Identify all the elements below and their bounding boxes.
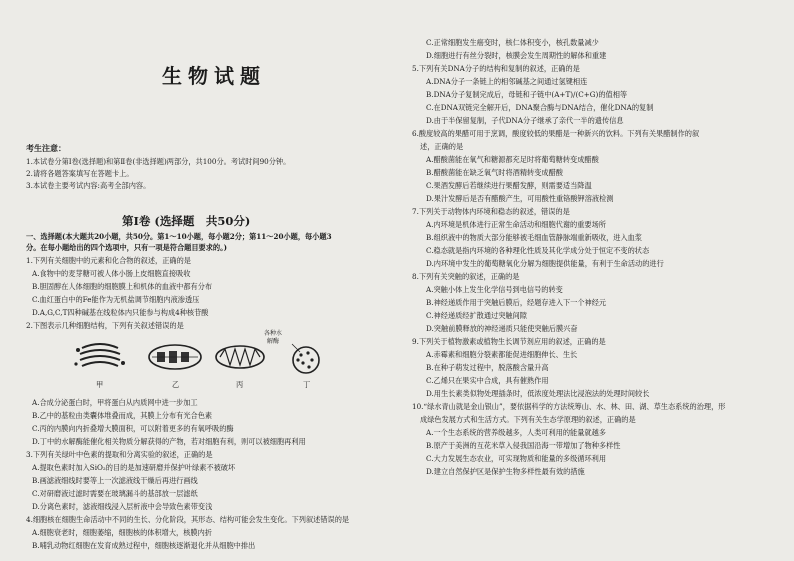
question-line: 3.下列有关绿叶中色素的提取和分离实验的叙述，正确的是: [26, 450, 213, 459]
question-line: 10.“绿水青山就是金山银山”，要依据科学的方法统筹山、水、林、田、湖、草生态系统的治理，形: [412, 402, 726, 411]
page-title: 生物试题: [162, 64, 266, 88]
option-line: A.突触小体上发生化学信号到电信号的转变: [426, 285, 563, 294]
question-line: 述，正确的是: [420, 142, 464, 151]
option-line: D.建立自然保护区是保护生物多样性最有效的措施: [426, 467, 585, 476]
option-line: B.醋酸菌能在缺乏氧气时将酒精转变成醋酸: [426, 168, 563, 177]
mitochondrion-drawing: [216, 346, 264, 368]
option-line: D.内环境中发生的葡萄糖氧化分解为细胞提供能量，有利于生命活动的进行: [426, 259, 664, 268]
figure-label-bing: 丙: [236, 380, 244, 389]
option-line: C.大力发展生态农业，可实现物质和能量的多级循环利用: [426, 454, 607, 463]
option-line: B.原产于美洲的互花米草入侵我国沿海一带增加了物种多样性: [426, 441, 621, 450]
option-line: C.血红蛋白中的Fe能作为无机盐调节细胞内液渗透压: [32, 295, 200, 304]
option-line: A.醋酸菌能在氧气和糖源都充足时将葡萄糖转变成醋酸: [426, 155, 599, 164]
figure-caption: 各种水: [264, 330, 283, 337]
figure-label-jia: 甲: [96, 380, 104, 389]
option-line: D.用生长素类似物处理插条时，低浓度处理法比浸泡法的处理时间较长: [426, 389, 650, 398]
question-line: 6.酸度较高的果醋可用于烹调，酸度较低的果醋是一种新兴的饮料。下列有关果醋制作的叙: [412, 129, 700, 138]
option-line: B.画滤液细线时要等上一次滤液线干燥后再进行画线: [32, 476, 198, 485]
option-line: D.突触前膜释放的神经递质只能使突触后膜兴奋: [426, 324, 578, 333]
option-line: A.合成分泌蛋白时，甲将蛋白从内质网中进一步加工: [32, 398, 198, 407]
option-line: A.一个生态系统的营养级越多，人类可利用的能量就越多: [426, 428, 606, 437]
golgi-drawing: [74, 344, 125, 366]
figure-label-yi: 乙: [172, 380, 180, 389]
option-line: A.赤霉素和细胞分裂素都能促进细胞伸长、生长: [426, 350, 578, 359]
option-line: D.细胞进行有丝分裂时，核膜会发生周期性的解体和重建: [426, 51, 607, 60]
option-line: C.对研磨液过滤时需要在玻璃漏斗的基部放一层滤纸: [32, 489, 198, 498]
option-line: C.正常细胞发生癌变时，核仁体积变小，核孔数量减少: [426, 38, 599, 47]
option-line: D.A,G,C,T四种碱基在线粒体内只能参与构成4种核苷酸: [32, 308, 209, 317]
notice-heading: 考生注意：: [26, 143, 66, 153]
option-line: B.组织液中的物质大部分能够被毛细血管静脉端重新吸收，进入血浆: [426, 233, 643, 242]
notice-line: 1.本试卷分第Ⅰ卷(选择题)和第Ⅱ卷(非选择题)两部分，共100分。考试时间90分钟。: [26, 157, 291, 166]
option-line: A.DNA分子一条链上的相邻碱基之间通过氢键相连: [426, 77, 588, 86]
question-line: 8.下列有关突触的叙述，正确的是: [412, 272, 520, 281]
option-line: B.哺乳动物红细胞在发育成熟过程中，细胞核逐渐退化并从细胞中排出: [32, 541, 256, 550]
cell-structures-figure: [70, 330, 330, 392]
option-line: C.果酒发酵后若继续进行果醋发酵，则需要适当降温: [426, 181, 592, 190]
option-line: B.在种子萌发过程中，脱落酸含量升高: [426, 363, 549, 372]
lysosome-drawing: [292, 344, 319, 373]
option-line: B.神经递质作用于突触后膜后，经题存进入下一个神经元: [426, 298, 607, 307]
question-line: 2.下图表示几种细胞结构，下列有关叙述错误的是: [26, 321, 184, 330]
option-line: A.食物中的麦芽糖可被人体小肠上皮细胞直接吸收: [32, 269, 191, 278]
option-line: A.细胞衰老时，细胞萎缩，细胞核的体积增大，核膜内折: [32, 528, 212, 537]
chloroplast-drawing: [149, 345, 201, 369]
question-line: 1.下列有关细胞中的元素和化合物的叙述，正确的是: [26, 256, 191, 265]
option-line: C.在DNA双链完全解开后，DNA聚合酶与DNA结合，催化DNA的复制: [426, 103, 654, 112]
option-line: C.丙的内膜向内折叠增大膜面积，可以附着更多的有氧呼吸的酶: [32, 424, 234, 433]
option-line: A.提取色素时加入SiO₂的目的是加速研磨并保护叶绿素不被破坏: [32, 463, 236, 472]
section-title: 第Ⅰ卷 (选择题 共50分): [122, 214, 251, 228]
option-line: D.丁中的水解酶能催化相关物质分解获得的产物，若对细胞有利，则可以被细胞再利用: [32, 437, 306, 446]
figure-caption: 解酶: [267, 338, 280, 345]
section-instruction: 分。在每小题给出的四个选项中，只有一项是符合题目要求的。): [26, 243, 228, 252]
question-line: 5.下列有关DNA分子的结构和复制的叙述，正确的是: [412, 64, 580, 73]
section-instruction: 一、选择题(本大题共20小题，共50分。第1～10小题，每小题2分；第11～20小题，每小题3: [26, 232, 332, 241]
option-line: B.胆固醇在人体细胞的细胞膜上和机体的血液中都有分布: [32, 282, 213, 291]
option-line: C.乙烯只在果实中合成，具有催熟作用: [426, 376, 549, 385]
option-line: C.神经递质经扩散通过突触间隙: [426, 311, 527, 320]
option-line: D.分离色素时，滤液细线浸入层析液中会导致色素带变浅: [32, 502, 213, 511]
option-line: A.内环境是机体进行正常生命活动和细胞代谢的重要场所: [426, 220, 606, 229]
question-line: 9.下列关于植物激素或植物生长调节剂应用的叙述，正确的是: [412, 337, 606, 346]
option-line: C.稳态就是指内环境的各种理化性质及其化学成分处于恒定不变的状态: [426, 246, 650, 255]
option-line: B.DNA分子复制完成后，母链和子链中(A+T)/(C+G)的值相等: [426, 90, 628, 99]
question-line: 4.细胞核在细胞生命活动中不同的生长、分化阶段，其形态、结构可能会发生变化。下列叙述错误的是: [26, 515, 350, 524]
option-line: D.果汁发酵后是否有醋酸产生，可用酸性重铬酸钾溶液检测: [426, 194, 614, 203]
notice-line: 2.请将各题答案填写在答题卡上。: [26, 169, 134, 178]
figure-label-ding: 丁: [303, 380, 311, 389]
option-line: B.乙中的基粒由类囊体堆叠而成，其膜上分布有光合色素: [32, 411, 213, 420]
question-line: 7.下列关于动物体内环境和稳态的叙述，错误的是: [412, 207, 570, 216]
notice-line: 3.本试卷主要考试内容:高考全部内容。: [26, 181, 151, 190]
option-line: D.由于半保留复制，子代DNA分子继承了亲代一半的遗传信息: [426, 116, 624, 125]
question-line: 成绿色发展方式和生活方式。下列有关生态学原理的叙述，正确的是: [420, 415, 636, 424]
